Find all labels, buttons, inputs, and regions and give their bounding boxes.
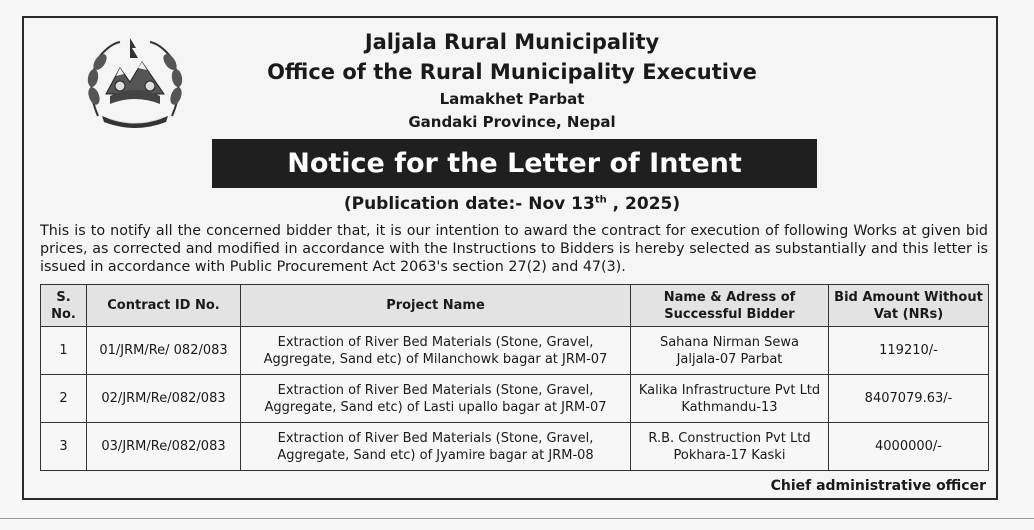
publication-date-prefix: (Publication date:- Nov 13 (343, 194, 595, 214)
header-contract-id: Contract ID No. (87, 285, 241, 327)
office-province: Gandaki Province, Nepal (408, 113, 616, 131)
cell-bidder (631, 375, 829, 423)
notice-frame (22, 16, 998, 500)
cell-bid-amount: 4000000/- (829, 423, 989, 471)
table-row (41, 375, 989, 423)
publication-date (24, 194, 1000, 214)
office-location: Lamakhet Parbat (439, 90, 585, 108)
cell-sn: 3 (41, 423, 87, 471)
bidder-address: Jaljala-07 Parbat (676, 351, 783, 367)
notice-body: This is to notify all the concerned bidder that, it is our intention to award the contract for execution of following Works at given bid prices, as corrected and modified in accordance with the Instructions to Bidders is hereby selected as substantially and this letter is issued in accordance with Public Procurement Act 2063's section 27(2) and 47(3). (40, 223, 988, 275)
header-bidder: Name & Adress of Successful Bidder (631, 285, 829, 327)
cell-sn: 2 (41, 375, 87, 423)
header-bid-amount: Bid Amount Without Vat (NRs) (829, 285, 989, 327)
bidder-address: Kathmandu-13 (681, 399, 778, 415)
bidder-name: Kalika Infrastructure Pvt Ltd (638, 382, 821, 398)
cell-contract-id: 01/JRM/Re/ 082/083 (87, 327, 241, 375)
cell-project-name: Extraction of River Bed Materials (Stone, Gravel, Aggregate, Sand etc) of Jyamire bagar at JRM-08 (241, 423, 631, 471)
office-name: Office of the Rural Municipality Executive (267, 60, 757, 84)
publication-date-year: , 2025) (606, 194, 681, 214)
cell-bid-amount: 119210/- (829, 327, 989, 375)
publication-date-ordinal: th (594, 194, 607, 206)
bidder-name: Sahana Nirman Sewa (659, 334, 800, 350)
header-sn: S. No. (41, 285, 87, 327)
cell-project-name: Extraction of River Bed Materials (Stone, Gravel, Aggregate, Sand etc) of Lasti upallo bagar at JRM-07 (241, 375, 631, 423)
cell-project-name: Extraction of River Bed Materials (Stone, Gravel, Aggregate, Sand etc) of Milanchowk bagar at JRM-07 (241, 327, 631, 375)
table-row (41, 423, 989, 471)
bidder-name: R.B. Construction Pvt Ltd (648, 430, 811, 446)
cell-bidder (631, 327, 829, 375)
cell-sn: 1 (41, 327, 87, 375)
table-row (41, 327, 989, 375)
cell-contract-id: 03/JRM/Re/082/083 (87, 423, 241, 471)
bid-results-table (40, 284, 989, 471)
cell-bidder (631, 423, 829, 471)
cell-bid-amount: 8407079.63/- (829, 375, 989, 423)
bidder-address: Pokhara-17 Kaski (673, 447, 786, 463)
notice-title: Notice for the Letter of Intent (212, 139, 817, 188)
table-header-row (41, 285, 989, 327)
municipality-name: Jaljala Rural Municipality (364, 30, 660, 54)
signatory: Chief administrative officer (770, 478, 986, 494)
page-divider (0, 518, 1034, 519)
header-project-name: Project Name (241, 285, 631, 327)
cell-contract-id: 02/JRM/Re/082/083 (87, 375, 241, 423)
